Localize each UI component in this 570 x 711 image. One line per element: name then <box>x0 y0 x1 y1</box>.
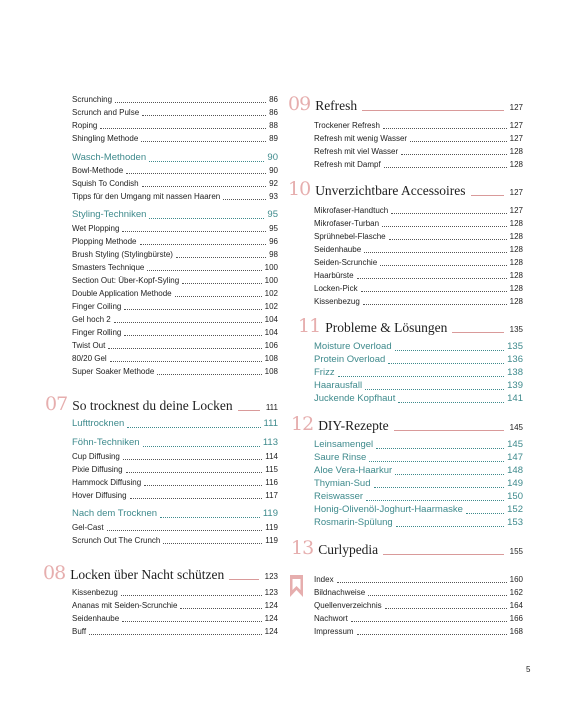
toc-entry[interactable] <box>314 588 523 598</box>
entry-page: 160 <box>509 575 523 584</box>
chapter-title: Probleme & Lösungen <box>325 320 448 335</box>
entry-label: Bildnachweise <box>314 588 366 597</box>
dot-leader <box>357 278 507 279</box>
dot-leader <box>357 634 507 635</box>
entry-page: 119 <box>265 523 278 532</box>
chapter-09-heading[interactable] <box>288 94 523 114</box>
chapter-number: 07 <box>45 393 68 415</box>
chapter-10-heading[interactable] <box>288 179 523 199</box>
dot-leader <box>401 154 506 155</box>
chapter-page: 135 <box>509 325 523 334</box>
chapter-08-heading[interactable] <box>43 563 278 583</box>
dot-leader <box>176 257 266 258</box>
chapter-number: 10 <box>288 178 311 200</box>
entry-label: Juckende Kopfhaut <box>314 393 396 404</box>
entry-page: 124 <box>264 614 278 623</box>
section-page: 113 <box>262 437 278 448</box>
toc-problem-entry[interactable] <box>314 354 523 366</box>
entry-page: 115 <box>265 465 278 474</box>
entry-page: 139 <box>507 380 523 391</box>
entry-page: 127 <box>509 121 523 130</box>
toc-entry[interactable] <box>72 478 278 488</box>
entry-page: 102 <box>264 289 278 298</box>
entry-page: 92 <box>269 179 278 188</box>
page-number: 5 <box>526 665 531 674</box>
entry-page: 128 <box>509 232 523 241</box>
toc-problem-entry[interactable] <box>314 367 523 379</box>
dot-leader <box>100 128 266 129</box>
dot-leader <box>395 350 505 351</box>
dot-leader <box>374 487 505 488</box>
entry-label: Ananas mit Seiden-Scrunchie <box>72 601 178 610</box>
dot-leader <box>114 322 262 323</box>
entry-page: 116 <box>265 478 278 487</box>
entry-label: Tipps für den Umgang mit nassen Haaren <box>72 192 221 201</box>
entry-label: Buff <box>72 627 87 636</box>
chapter-number: 09 <box>288 93 311 115</box>
dot-leader <box>147 270 261 271</box>
section-label: Lufttrocknen <box>72 418 125 429</box>
entry-page: 93 <box>269 192 278 201</box>
entry-label: Moisture Overload <box>314 341 392 352</box>
dot-leader <box>391 213 506 214</box>
dot-leader <box>107 530 263 531</box>
entry-page: 102 <box>264 302 278 311</box>
toc-entry[interactable] <box>72 341 278 351</box>
dot-leader <box>108 348 261 349</box>
toc-entry[interactable] <box>314 134 523 144</box>
dot-leader <box>398 402 504 403</box>
entry-page: 135 <box>507 341 523 352</box>
dot-leader <box>141 141 266 142</box>
dot-leader <box>110 361 262 362</box>
dot-leader <box>140 244 267 245</box>
entry-label: Quellenverzeichnis <box>314 601 382 610</box>
entry-page: 95 <box>269 224 278 233</box>
entry-page: 152 <box>507 504 523 515</box>
entry-label: Section Out: Über-Kopf-Syling <box>72 276 180 285</box>
entry-page: 128 <box>509 245 523 254</box>
entry-label: Locken-Pick <box>314 284 358 293</box>
chapter-number: 13 <box>291 537 314 559</box>
bookmark-icon <box>290 575 303 597</box>
entry-label: Wet Plopping <box>72 224 120 233</box>
entry-label: Scrunch Out The Crunch <box>72 536 161 545</box>
entry-label: Refresh mit viel Wasser <box>314 147 399 156</box>
toc-entry[interactable] <box>72 263 278 273</box>
entry-page: 128 <box>509 297 523 306</box>
chapter-number: 08 <box>43 562 66 584</box>
chapter-title: Unverzichtbare Accessoires <box>315 183 466 198</box>
entry-page: 108 <box>264 354 278 363</box>
dot-leader <box>182 283 261 284</box>
toc-recipe-entry[interactable] <box>314 491 523 503</box>
toc-entry[interactable] <box>314 271 523 281</box>
toc-entry[interactable] <box>72 452 278 462</box>
chapter-11-heading[interactable] <box>298 316 523 336</box>
toc-entry[interactable] <box>72 614 278 624</box>
toc-entry[interactable] <box>72 95 278 105</box>
section-label: Styling-Techniken <box>72 209 147 220</box>
entry-label: Finger Rolling <box>72 328 122 337</box>
toc-entry[interactable] <box>72 465 278 475</box>
entry-page: 90 <box>269 166 278 175</box>
toc-entry[interactable] <box>314 232 523 242</box>
dot-leader <box>123 459 262 460</box>
entry-label: Refresh mit wenig Wasser <box>314 134 408 143</box>
dot-leader <box>361 291 507 292</box>
toc-recipe-entry[interactable] <box>314 465 523 477</box>
toc-entry[interactable] <box>314 575 523 585</box>
entry-label: Gel hoch 2 <box>72 315 111 324</box>
section-label: Föhn-Techniken <box>72 437 140 448</box>
entry-label: Haarausfall <box>314 380 363 391</box>
chapter-title: Curlypedia <box>318 542 379 557</box>
chapter-rule <box>362 110 503 111</box>
toc-section-nach-dem-trocknen[interactable] <box>72 508 278 520</box>
section-page: 111 <box>263 418 278 429</box>
entry-label: Aloe Vera-Haarkur <box>314 465 393 476</box>
toc-entry[interactable] <box>72 276 278 286</box>
toc-entry[interactable] <box>72 302 278 312</box>
toc-entry[interactable] <box>72 328 278 338</box>
toc-entry[interactable] <box>72 237 278 247</box>
toc-section-lufttrocknen[interactable] <box>72 418 278 430</box>
dot-leader <box>157 374 261 375</box>
toc-problem-entry[interactable] <box>314 380 523 392</box>
toc-entry[interactable] <box>72 121 278 131</box>
toc-entry[interactable] <box>72 250 278 260</box>
entry-label: Refresh mit Dampf <box>314 160 381 169</box>
dot-leader <box>410 141 507 142</box>
entry-label: Nachwort <box>314 614 348 623</box>
toc-entry[interactable] <box>72 166 278 176</box>
chapter-rule <box>452 332 503 333</box>
chapter-page: 127 <box>509 103 523 112</box>
dot-leader <box>366 500 504 501</box>
entry-page: 104 <box>264 315 278 324</box>
chapter-13-heading[interactable] <box>291 538 523 558</box>
toc-entry[interactable] <box>72 315 278 325</box>
entry-page: 96 <box>269 237 278 246</box>
toc-entry[interactable] <box>314 627 523 637</box>
dot-leader <box>180 608 261 609</box>
entry-label: Super Soaker Methode <box>72 367 155 376</box>
dot-leader <box>142 115 266 116</box>
entry-page: 127 <box>509 206 523 215</box>
entry-label: Seiden-Scrunchie <box>314 258 378 267</box>
entry-label: Bowl-Methode <box>72 166 124 175</box>
entry-page: 148 <box>507 465 523 476</box>
entry-page: 98 <box>269 250 278 259</box>
entry-page: 136 <box>507 354 523 365</box>
chapter-12-heading[interactable] <box>291 414 523 434</box>
dot-leader <box>122 621 261 622</box>
entry-page: 164 <box>509 601 523 610</box>
dot-leader <box>144 485 262 486</box>
entry-page: 106 <box>264 341 278 350</box>
dot-leader <box>395 474 504 475</box>
dot-leader <box>368 595 507 596</box>
toc-entry[interactable] <box>314 258 523 268</box>
chapter-rule <box>383 554 503 555</box>
section-label: Nach dem Trocknen <box>72 508 158 519</box>
entry-page: 128 <box>509 219 523 228</box>
entry-label: Sprühnebel-Flasche <box>314 232 386 241</box>
toc-entry[interactable] <box>72 192 278 202</box>
entry-page: 100 <box>264 263 278 272</box>
entry-label: Impressum <box>314 627 354 636</box>
entry-page: 88 <box>269 121 278 130</box>
dot-leader <box>376 448 504 449</box>
entry-label: Rosmarin-Spülung <box>314 517 393 528</box>
toc-recipe-entry[interactable] <box>314 517 523 529</box>
dot-leader <box>385 608 507 609</box>
toc-entry[interactable] <box>314 245 523 255</box>
dot-leader <box>122 231 266 232</box>
toc-entry[interactable] <box>314 121 523 131</box>
entry-page: 153 <box>507 517 523 528</box>
entry-label: Kissenbezug <box>314 297 360 306</box>
toc-entry[interactable] <box>314 206 523 216</box>
entry-label: Honig-Olivenöl-Joghurt-Haarmaske <box>314 504 463 515</box>
chapter-rule <box>471 195 504 196</box>
dot-leader <box>369 461 504 462</box>
entry-label: Cup Diffusing <box>72 452 120 461</box>
entry-label: Plopping Methode <box>72 237 137 246</box>
dot-leader <box>383 128 507 129</box>
entry-page: 128 <box>509 284 523 293</box>
toc-entry[interactable] <box>314 601 523 611</box>
dot-leader <box>337 582 507 583</box>
entry-label: Finger Coiling <box>72 302 122 311</box>
entry-page: 123 <box>264 588 278 597</box>
toc-entry[interactable] <box>314 284 523 294</box>
dot-leader <box>380 265 506 266</box>
entry-page: 145 <box>507 439 523 450</box>
chapter-title: DIY-Rezepte <box>318 418 389 433</box>
entry-page: 117 <box>265 491 278 500</box>
entry-page: 166 <box>509 614 523 623</box>
chapter-rule <box>229 579 258 580</box>
entry-label: Kissenbezug <box>72 588 118 597</box>
toc-entry[interactable] <box>72 536 278 546</box>
dot-leader <box>163 543 262 544</box>
entry-page: 168 <box>509 627 523 636</box>
chapter-rule <box>238 410 260 411</box>
toc-entry[interactable] <box>314 147 523 157</box>
dot-leader <box>160 517 260 518</box>
chapter-number: 12 <box>291 413 314 435</box>
entry-label: Scrunch and Pulse <box>72 108 140 117</box>
entry-label: Mikrofaser-Handtuch <box>314 206 389 215</box>
entry-page: 104 <box>264 328 278 337</box>
chapter-page: 123 <box>264 572 278 581</box>
entry-page: 128 <box>509 271 523 280</box>
dot-leader <box>143 446 260 447</box>
entry-label: Scrunching <box>72 95 113 104</box>
dot-leader <box>121 595 262 596</box>
toc-recipe-entry[interactable] <box>314 504 523 516</box>
chapter-title: Refresh <box>315 98 358 113</box>
entry-label: Pixie Diffusing <box>72 465 123 474</box>
entry-page: 124 <box>264 601 278 610</box>
toc-entry[interactable] <box>72 224 278 234</box>
dot-leader <box>115 102 266 103</box>
chapter-page: 155 <box>509 547 523 556</box>
toc-section-styling[interactable] <box>72 209 278 221</box>
dot-leader <box>175 296 262 297</box>
entry-page: 138 <box>507 367 523 378</box>
dot-leader <box>126 173 266 174</box>
chapter-page: 127 <box>509 188 523 197</box>
entry-label: Roping <box>72 121 98 130</box>
toc-recipe-entry[interactable] <box>314 478 523 490</box>
dot-leader <box>389 239 507 240</box>
toc-problem-entry[interactable] <box>314 393 523 405</box>
dot-leader <box>384 167 507 168</box>
dot-leader <box>149 161 264 162</box>
dot-leader <box>466 513 504 514</box>
dot-leader <box>388 363 504 364</box>
entry-label: Mikrofaser-Turban <box>314 219 380 228</box>
toc-entry[interactable] <box>72 588 278 598</box>
dot-leader <box>127 427 260 428</box>
entry-page: 162 <box>509 588 523 597</box>
dot-leader <box>89 634 262 635</box>
entry-label: Double Application Methode <box>72 289 172 298</box>
chapter-title: Locken über Nacht schützen <box>70 567 225 582</box>
toc-entry[interactable] <box>314 297 523 307</box>
entry-page: 86 <box>269 95 278 104</box>
toc-entry[interactable] <box>72 523 278 533</box>
dot-leader <box>351 621 507 622</box>
chapter-page: 111 <box>265 403 278 412</box>
chapter-07-heading[interactable] <box>45 394 278 414</box>
section-label: Wasch-Methoden <box>72 152 147 163</box>
entry-label: Reiswasser <box>314 491 364 502</box>
entry-label: Leinsamengel <box>314 439 374 450</box>
toc-entry[interactable] <box>72 491 278 501</box>
entry-label: Protein Overload <box>314 354 386 365</box>
toc-section-foehn[interactable] <box>72 437 278 449</box>
entry-label: Brush Styling (Stylingbürste) <box>72 250 173 259</box>
dot-leader <box>382 226 507 227</box>
entry-label: Smasters Technique <box>72 263 145 272</box>
entry-page: 149 <box>507 478 523 489</box>
dot-leader <box>126 472 263 473</box>
dot-leader <box>338 376 505 377</box>
entry-label: Shingling Methode <box>72 134 139 143</box>
chapter-title: So trocknest du deine Locken <box>72 398 233 413</box>
dot-leader <box>124 335 261 336</box>
chapter-rule <box>394 430 504 431</box>
entry-label: Saure Rinse <box>314 452 367 463</box>
toc-entry[interactable] <box>72 601 278 611</box>
entry-page: 147 <box>507 452 523 463</box>
entry-label: Gel-Cast <box>72 523 104 532</box>
toc-entry[interactable] <box>72 627 278 637</box>
entry-page: 141 <box>507 393 523 404</box>
toc-recipe-entry[interactable] <box>314 439 523 451</box>
toc-entry[interactable] <box>314 160 523 170</box>
dot-leader <box>149 218 264 219</box>
toc-entry[interactable] <box>72 134 278 144</box>
toc-recipe-entry[interactable] <box>314 452 523 464</box>
entry-page: 100 <box>264 276 278 285</box>
section-page: 90 <box>267 152 278 163</box>
toc-section-wasch[interactable] <box>72 152 278 164</box>
entry-label: Thymian-Sud <box>314 478 371 489</box>
entry-page: 127 <box>509 134 523 143</box>
entry-label: Twist Out <box>72 341 106 350</box>
entry-page: 128 <box>509 160 523 169</box>
dot-leader <box>364 252 506 253</box>
entry-page: 89 <box>269 134 278 143</box>
section-page: 119 <box>262 508 278 519</box>
dot-leader <box>223 199 266 200</box>
entry-label: Haarbürste <box>314 271 354 280</box>
dot-leader <box>396 526 504 527</box>
toc-entry[interactable] <box>314 219 523 229</box>
entry-page: 86 <box>269 108 278 117</box>
entry-label: 80/20 Gel <box>72 354 107 363</box>
entry-page: 119 <box>265 536 278 545</box>
entry-page: 124 <box>264 627 278 636</box>
toc-problem-entry[interactable] <box>314 341 523 353</box>
dot-leader <box>363 304 507 305</box>
entry-label: Seidenhaube <box>314 245 362 254</box>
dot-leader <box>130 498 263 499</box>
dot-leader <box>142 186 267 187</box>
entry-label: Index <box>314 575 334 584</box>
chapter-page: 145 <box>509 423 523 432</box>
entry-page: 128 <box>509 258 523 267</box>
toc-entry[interactable] <box>72 367 278 377</box>
section-page: 95 <box>267 209 278 220</box>
toc-entry[interactable] <box>72 179 278 189</box>
dot-leader <box>365 389 504 390</box>
entry-page: 128 <box>509 147 523 156</box>
dot-leader <box>124 309 261 310</box>
entry-label: Squish To Condish <box>72 179 139 188</box>
chapter-number: 11 <box>298 315 321 337</box>
entry-page: 114 <box>265 452 278 461</box>
toc-entry[interactable] <box>314 614 523 624</box>
entry-page: 108 <box>264 367 278 376</box>
toc-entry[interactable] <box>72 289 278 299</box>
entry-label: Hammock Diffusing <box>72 478 142 487</box>
toc-entry[interactable] <box>72 354 278 364</box>
toc-entry[interactable] <box>72 108 278 118</box>
entry-label: Frizz <box>314 367 335 378</box>
entry-page: 150 <box>507 491 523 502</box>
entry-label: Trockener Refresh <box>314 121 380 130</box>
entry-label: Seidenhaube <box>72 614 120 623</box>
entry-label: Hover Diffusing <box>72 491 127 500</box>
